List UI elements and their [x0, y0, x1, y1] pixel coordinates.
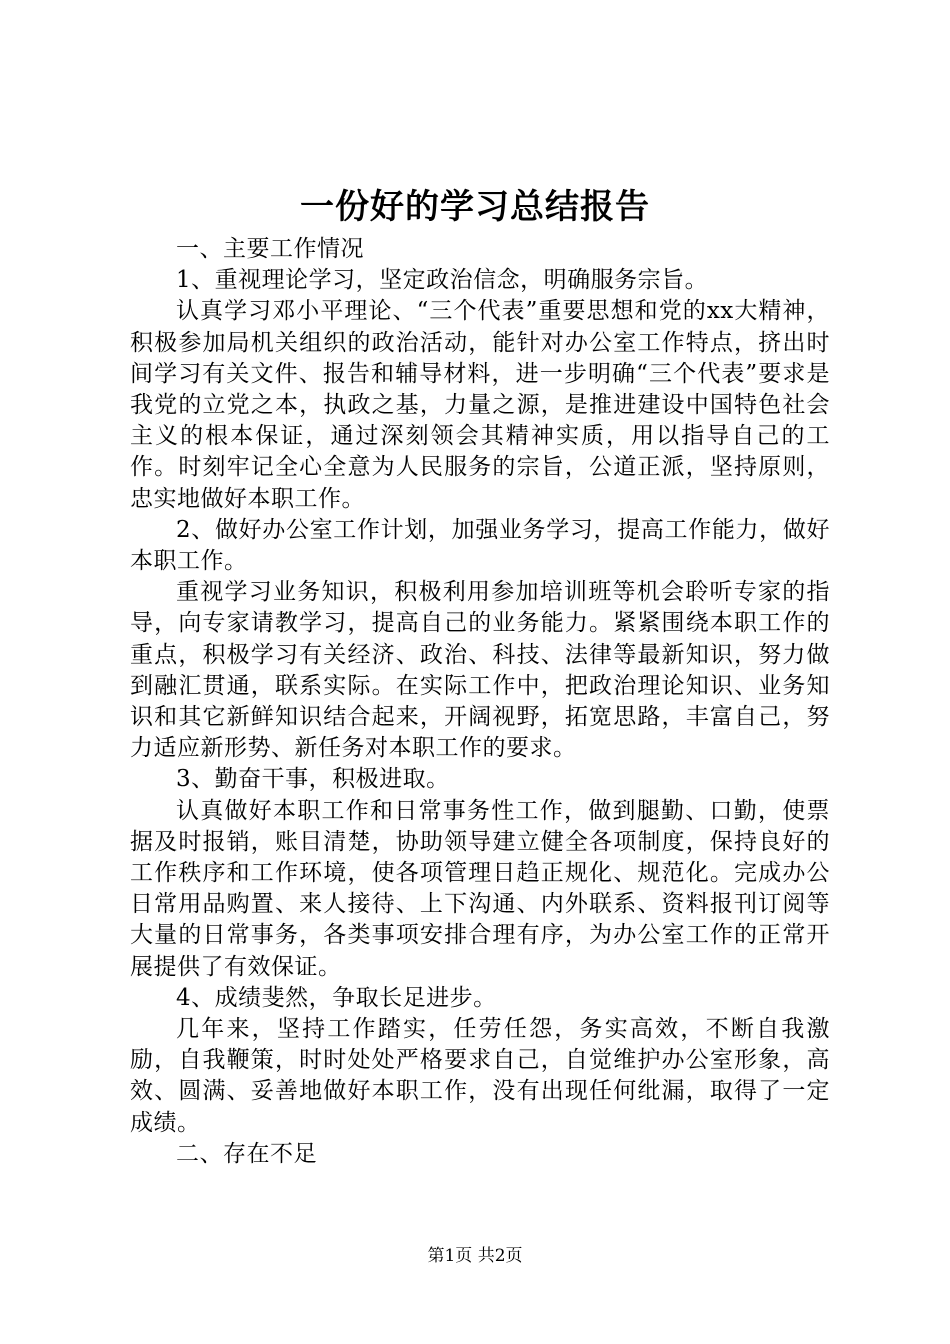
- subheading-office-work: 2、做好办公室工作计划，加强业务学习，提高工作能力，做好本职工作。: [130, 516, 830, 575]
- subheading-diligence: 3、勤奋干事，积极进取。: [176, 766, 450, 793]
- section-heading-main-work: 一、主要工作情况: [176, 236, 364, 262]
- paragraph-achievements: 几年来，坚持工作踏实，任劳任怨，务实高效，不断自我激励，自我鞭策，时时处处严格要求自己，自觉维护办公室形象，高效、圆满、妥善地做好本职工作，没有出现任何纰漏，取得了一定成绩。: [130, 1016, 830, 1136]
- subheading-theory-study: 1、重视理论学习，坚定政治信念，明确服务宗旨。: [176, 267, 709, 294]
- subheading-achievements: 4、成绩斐然，争取长足进步。: [176, 984, 497, 1011]
- document-title: 一份好的学习总结报告: [300, 187, 650, 227]
- paragraph-theory-study: 认真学习邓小平理论、“三个代表”重要思想和党的xx大精神，积极参加局机关组织的政治活动，能针对办公室工作特点，挤出时间学习有关文件、报告和辅导材料，进一步明确“三个代表”要求是我党的立党之本，执政之基，力量之源，是推进建设中国特色社会主义的根本保证，通过深刻领会其精神实质，用以指导自己的工作。时刻牢记全心全意为人民服务的宗旨，公道正派，坚持原则，忠实地做好本职工作。: [130, 298, 830, 512]
- document-body: [130, 234, 830, 1170]
- paragraph-office-work: 重视学习业务知识，积极利用参加培训班等机会聆听专家的指导，向专家请教学习，提高自己的业务能力。紧紧围绕本职工作的重点，积极学习有关经济、政治、科技、法律等最新知识，努力做到融汇贯通，联系实际。在实际工作中，把政治理论知识、业务知识和其它新鲜知识结合起来，开阔视野，拓宽思路，丰富自己，努力适应新形势、新任务对本职工作的要求。: [130, 579, 830, 762]
- page-footer: 第1页 共2页: [427, 1246, 523, 1266]
- paragraph-diligence: 认真做好本职工作和日常事务性工作，做到腿勤、口勤，使票据及时报销，账目清楚，协助领导建立健全各项制度，保持良好的工作秩序和工作环境，使各项管理日趋正规化、规范化。完成办公日常用品购置、来人接待、上下沟通、内外联系、资料报刊订阅等大量的日常事务，各类事项安排合理有序，为办公室工作的正常开展提供了有效保证。: [130, 797, 830, 980]
- section-heading-shortcomings: 二、存在不足: [176, 1140, 317, 1167]
